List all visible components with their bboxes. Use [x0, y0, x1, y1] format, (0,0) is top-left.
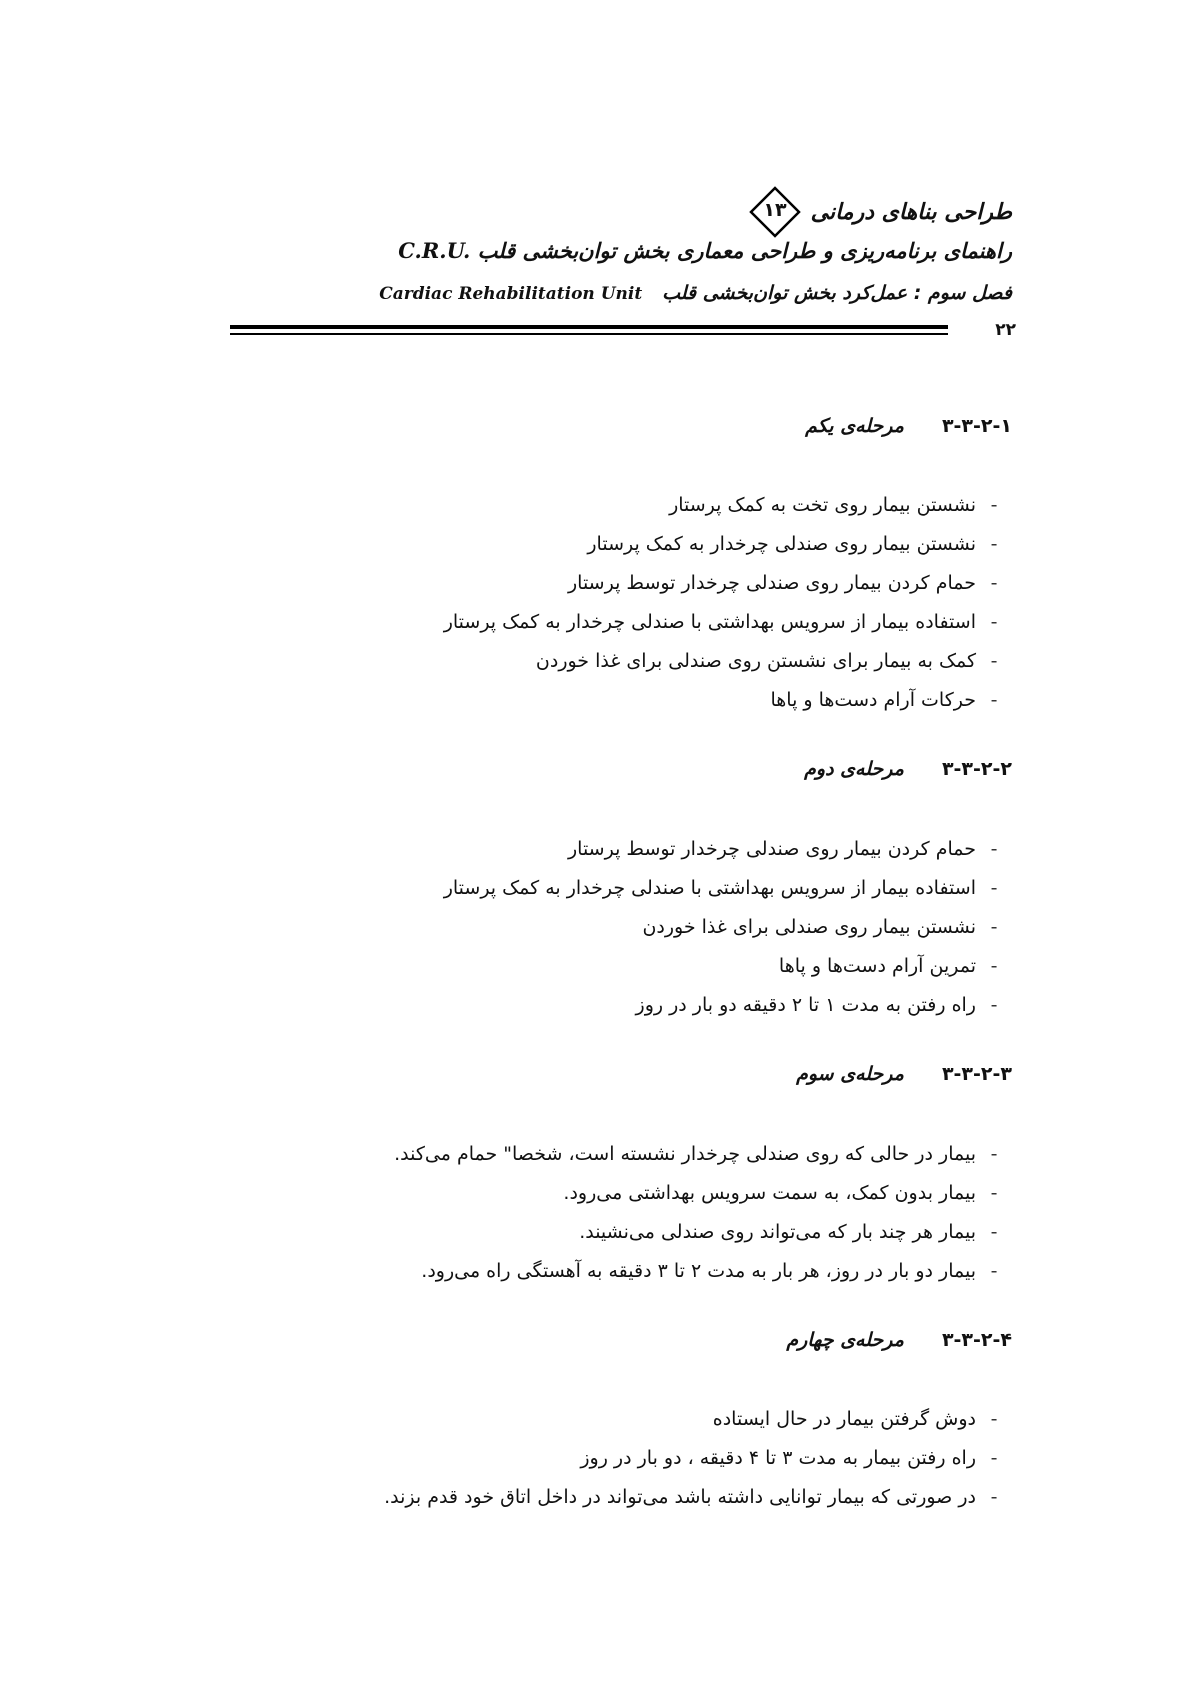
list-item: -نشستن بیمار روی صندلی چرخدار به کمک پرستار — [587, 533, 998, 555]
list-item: -راه رفتن بیمار به مدت ۳ تا ۴ دقیقه ، دو بار در روز — [580, 1447, 998, 1469]
section-title: مرحله‌ی یکم — [805, 415, 904, 437]
chapter-title-en: Cardiac Rehabilitation Unit — [379, 284, 643, 304]
section-number: ۳-۳-۲-۳ — [941, 1063, 1012, 1085]
list-item: -حرکات آرام دست‌ها و پاها — [770, 689, 998, 711]
list-item: -حمام کردن بیمار روی صندلی چرخدار توسط پرستار — [567, 838, 998, 860]
section-list — [444, 486, 1012, 720]
section-heading — [804, 758, 1012, 780]
section-number: ۳-۳-۲-۴ — [941, 1329, 1012, 1351]
list-item: -بیمار بدون کمک، به سمت سرویس بهداشتی می‌رود. — [563, 1182, 998, 1204]
list-item: -نشستن بیمار روی تخت به کمک پرستار — [669, 494, 998, 516]
series-header — [747, 186, 1012, 238]
section-title: مرحله‌ی چهارم — [786, 1329, 904, 1351]
list-item: -دوش گرفتن بیمار در حال ایستاده — [712, 1408, 998, 1430]
list-item: -حمام کردن بیمار روی صندلی چرخدار توسط پرستار — [567, 572, 998, 594]
list-item: -بیمار در حالی که روی صندلی چرخدار نشسته است، شخصا" حمام می‌کند. — [394, 1143, 998, 1165]
list-item: -راه رفتن به مدت ۱ تا ۲ دقیقه دو بار در روز — [635, 994, 998, 1016]
chapter-title-fa: فصل سوم : عمل‌کرد بخش توان‌بخشی قلب — [662, 282, 1012, 304]
series-number: ۱۳ — [763, 199, 787, 221]
list-item: -بیمار هر چند بار که می‌تواند روی صندلی می‌نشیند. — [579, 1221, 998, 1243]
chapter-title — [379, 282, 1012, 304]
section-number: ۳-۳-۲-۲ — [941, 758, 1012, 780]
section-heading — [805, 415, 1012, 437]
list-item: -استفاده بیمار از سرویس بهداشتی با صندلی چرخدار به کمک پرستار — [443, 611, 998, 633]
list-item: -تمرین آرام دست‌ها و پاها — [778, 955, 998, 977]
list-item: -نشستن بیمار روی صندلی برای غذا خوردن — [642, 916, 998, 938]
book-title-fa: راهنمای برنامه‌ریزی و طراحی معماری بخش توان‌بخشی قلب — [477, 239, 1012, 263]
section-list — [394, 1135, 1012, 1291]
section-list — [384, 1400, 1012, 1517]
section-title: مرحله‌ی سوم — [796, 1063, 904, 1085]
book-title-en: C.R.U. — [398, 238, 471, 263]
section-heading — [796, 1063, 1012, 1085]
page-number: ۲۲ — [995, 320, 1016, 340]
list-item: -بیمار دو بار در روز، هر بار به مدت ۲ تا ۳ دقیقه به آهستگی راه می‌رود. — [421, 1260, 998, 1282]
list-item: -در صورتی که بیمار توانایی داشته باشد می‌تواند در داخل اتاق خود قدم بزند. — [384, 1486, 998, 1508]
header-rule-thick — [230, 325, 948, 329]
book-title — [398, 238, 1012, 263]
header-rule-thin — [230, 333, 948, 335]
section-number: ۳-۳-۲-۱ — [941, 415, 1012, 437]
list-item: -استفاده بیمار از سرویس بهداشتی با صندلی چرخدار به کمک پرستار — [443, 877, 998, 899]
section-heading — [786, 1329, 1012, 1351]
series-title: طراحی بناهای درمانی — [810, 199, 1012, 225]
list-item: -کمک به بیمار برای نشستن روی صندلی برای غذا خوردن — [535, 650, 998, 672]
section-title: مرحله‌ی دوم — [804, 758, 904, 780]
section-list — [444, 830, 1012, 1025]
series-number-badge — [749, 186, 801, 238]
